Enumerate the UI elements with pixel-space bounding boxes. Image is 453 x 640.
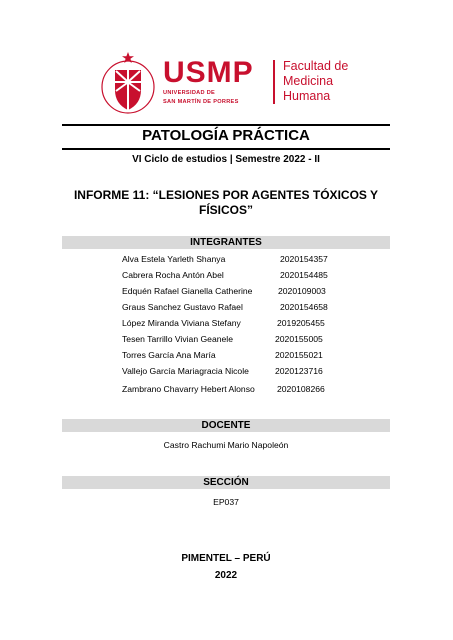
faculty-name: [283, 59, 348, 104]
title-rule-top: [62, 124, 390, 126]
member-code: 2020155021: [275, 350, 323, 360]
member-name: Torres García Ana María: [122, 350, 216, 360]
report-title-line-2: FÍSICOS”: [198, 203, 253, 217]
member-code: 2020109003: [278, 286, 326, 296]
location: PIMENTEL – PERÚ: [181, 553, 271, 564]
seccion-code: EP037: [213, 497, 239, 507]
member-name: Graus Sanchez Gustavo Rafael: [122, 302, 243, 312]
member-name: Alva Estela Yarleth Shanya: [122, 254, 226, 264]
member-code: 2020154658: [280, 302, 328, 312]
member-code: 2020108266: [277, 384, 325, 394]
report-title-line-1: INFORME 11: “LESIONES POR AGENTES TÓXICOS Y: [73, 188, 379, 202]
logo-divider: [273, 60, 275, 104]
brand-sub-line-1: UNIVERSIDAD DE: [163, 90, 216, 96]
member-code: 2020154485: [280, 270, 328, 280]
member-name: Cabrera Rocha Antón Abel: [122, 270, 224, 280]
docente-heading: DOCENTE: [62, 419, 390, 432]
faculty-line-2: Medicina: [283, 74, 334, 88]
year: 2022: [214, 570, 238, 581]
usmp-shield-icon: [95, 44, 161, 114]
brand-block: [163, 58, 254, 106]
member-code: 2019205455: [277, 318, 325, 328]
course-title: PATOLOGÍA PRÁCTICA: [142, 127, 310, 144]
member-name: Edquén Rafael Gianella Catherine: [122, 286, 253, 296]
docente-name: Castro Rachumi Mario Napoleón: [163, 440, 289, 450]
faculty-line-1: Facultad de: [283, 59, 349, 73]
member-name: Zambrano Chavarry Hebert Alonso: [122, 384, 255, 394]
brand-sub-line-2: SAN MARTÍN DE PORRES: [163, 99, 239, 105]
seccion-heading: SECCIÓN: [62, 476, 390, 489]
integrantes-heading: INTEGRANTES: [62, 236, 390, 249]
course-subtitle: VI Ciclo de estudios | Semestre 2022 - II: [132, 154, 320, 165]
title-rule-bottom: [62, 148, 390, 150]
member-name: López Miranda Viviana Stefany: [122, 318, 241, 328]
member-name: Vallejo García Mariagracia Nicole: [122, 366, 249, 376]
faculty-line-3: Humana: [283, 89, 331, 103]
member-code: 2020123716: [275, 366, 323, 376]
report-title: [62, 188, 390, 218]
university-logo: [95, 44, 365, 114]
member-code: 2020155005: [275, 334, 323, 344]
member-name: Tesen Tarrillo Vivian Geanele: [122, 334, 233, 344]
brand-name: USMP: [163, 56, 254, 89]
member-code: 2020154357: [280, 254, 328, 264]
